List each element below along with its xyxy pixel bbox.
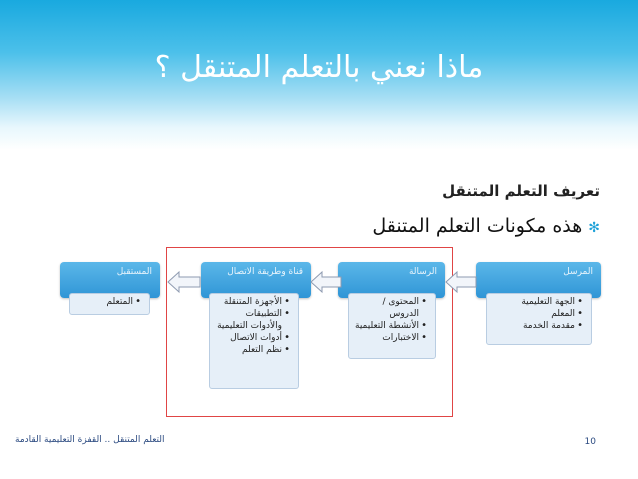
- list-item: • المحتوى / الدروس: [353, 296, 419, 320]
- channel-box: [209, 293, 299, 389]
- list-item: • الاختبارات: [353, 332, 419, 344]
- definition-heading: تعريف التعلم المتنقل: [442, 182, 600, 200]
- sender-header: المرسل: [476, 262, 601, 298]
- arrow-left-icon: [444, 270, 478, 294]
- arrow-left-icon: [309, 270, 343, 294]
- components-bullet: [372, 215, 600, 237]
- message-header: الرسالة: [338, 262, 445, 298]
- channel-header: قناة وطريقة الاتصال: [201, 262, 311, 298]
- components-bullet-text: هذه مكونات التعلم المتنقل: [372, 215, 583, 237]
- footer-text: التعلم المتنقل .. القفزة التعليمية القادمة: [15, 435, 165, 445]
- receiver-box: [69, 293, 150, 315]
- list-item: • أدوات الاتصال: [214, 332, 282, 344]
- list-item: • مقدمة الخدمة: [491, 320, 575, 332]
- message-box: [348, 293, 436, 359]
- receiver-header: المستقبل: [60, 262, 160, 298]
- sender-box: [486, 293, 592, 345]
- page-number: 10: [584, 437, 596, 447]
- asterisk-bullet-icon: ✻: [588, 220, 600, 236]
- list-item: • الأنشطة التعليمية: [353, 320, 419, 332]
- list-item: • الجهة التعليمية: [491, 296, 575, 308]
- arrow-left-icon: [166, 270, 202, 294]
- list-item: • المتعلم: [74, 296, 133, 308]
- list-item: • التطبيقات والأدوات التعليمية: [214, 308, 282, 332]
- list-item: • المعلم: [491, 308, 575, 320]
- slide-title: ماذا نعني بالتعلم المتنقل ؟: [154, 50, 484, 85]
- list-item: • نظم التعلم: [214, 344, 282, 356]
- list-item: • الأجهزة المتنقلة: [214, 296, 282, 308]
